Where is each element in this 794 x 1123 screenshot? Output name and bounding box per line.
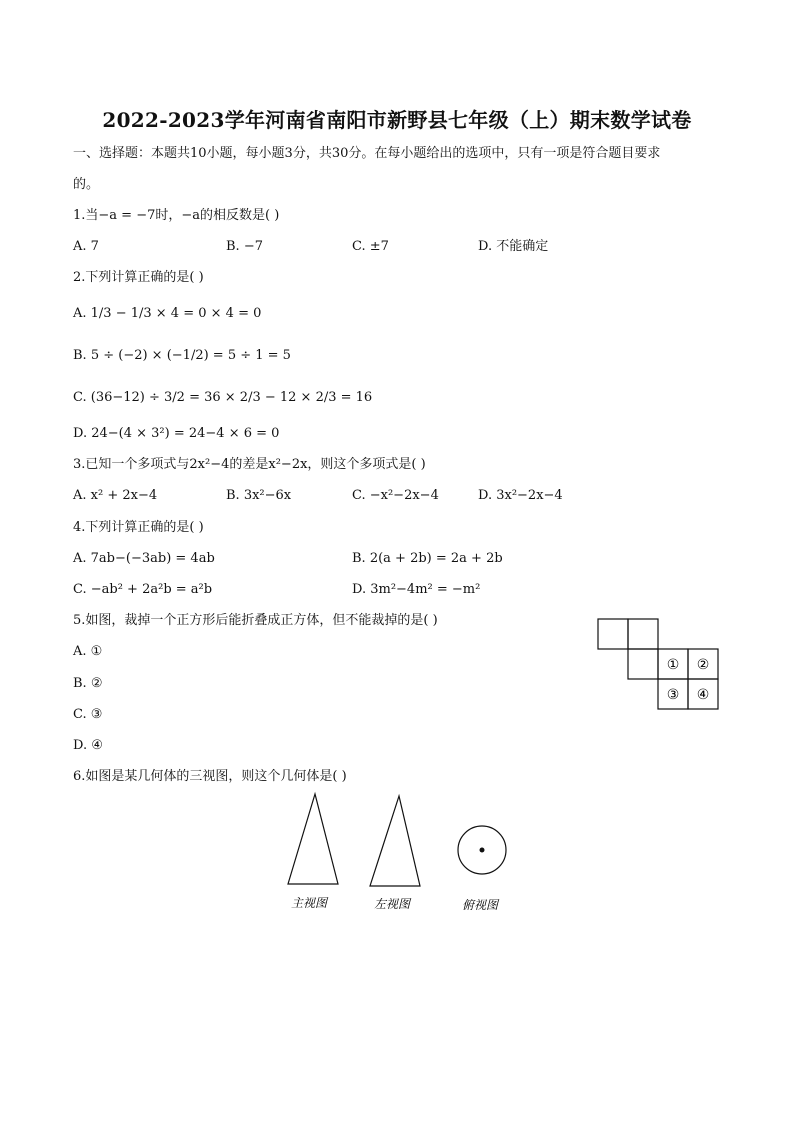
question-5-option-a: A. ① — [73, 644, 103, 659]
top-view-label: 俯视图 — [461, 898, 499, 912]
three-views-figure — [280, 790, 520, 920]
question-4-option-b: B. 2(a + 2b) = 2a + 2b — [352, 551, 503, 566]
front-view-triangle — [288, 794, 338, 884]
question-4-option-c: C. −ab² + 2a²b = a²b — [73, 582, 213, 597]
page-title: 2022-2023学年河南省南阳市新野县七年级（上）期末数学试卷 — [102, 108, 692, 132]
question-3-option-c: C. −x²−2x−4 — [352, 488, 439, 503]
question-3-option-b: B. 3x²−6x — [226, 488, 292, 503]
question-1-option-c: C. ±7 — [352, 239, 389, 254]
question-5-stem: 5.如图，裁掉一个正方形后能折叠成正方体，但不能裁掉的是( ) — [73, 613, 438, 628]
question-3-option-a: A. x² + 2x−4 — [73, 488, 158, 503]
net-square-top-left — [598, 619, 628, 649]
net-square-middle-left — [628, 649, 658, 679]
net-label-4: ④ — [696, 687, 710, 703]
top-view-apex-dot — [480, 848, 485, 853]
net-label-1: ① — [666, 657, 680, 673]
net-label-3: ③ — [666, 687, 680, 703]
question-1-option-d: D. 不能确定 — [478, 239, 549, 254]
net-square-top-right — [628, 619, 658, 649]
question-2-option-d: D. 24−(4 × 3²) = 24−4 × 6 = 0 — [73, 426, 280, 441]
question-5-option-c: C. ③ — [73, 707, 103, 722]
question-4-option-a: A. 7ab−(−3ab) = 4ab — [73, 551, 215, 566]
question-3-stem: 3.已知一个多项式与2x²−4的差是x²−2x，则这个多项式是( ) — [73, 457, 426, 472]
question-4-option-d: D. 3m²−4m² = −m² — [352, 582, 481, 597]
question-2-stem: 2.下列计算正确的是( ) — [73, 270, 204, 285]
cube-net-figure — [597, 618, 721, 712]
side-view-triangle — [370, 796, 420, 886]
question-1-option-a: A. 7 — [73, 239, 99, 254]
side-view-label: 左视图 — [373, 897, 411, 911]
question-2-option-a: A. 1/3 − 1/3 × 4 = 0 × 4 = 0 — [73, 306, 262, 321]
question-5-option-b: B. ② — [73, 676, 103, 691]
question-4-stem: 4.下列计算正确的是( ) — [73, 520, 204, 535]
net-label-2: ② — [696, 657, 710, 673]
section-heading-line2: 的。 — [73, 177, 100, 192]
question-3-option-d: D. 3x²−2x−4 — [478, 488, 563, 503]
question-2-option-b: B. 5 ÷ (−2) × (−1/2) = 5 ÷ 1 = 5 — [73, 348, 291, 363]
question-1-stem: 1.当−a = −7时，−a的相反数是( ) — [73, 208, 280, 223]
question-1-option-b: B. −7 — [226, 239, 263, 254]
question-6-stem: 6.如图是某几何体的三视图，则这个几何体是( ) — [73, 769, 347, 784]
front-view-label: 主视图 — [290, 896, 328, 910]
question-5-option-d: D. ④ — [73, 738, 103, 753]
section-heading-line1: 一、选择题：本题共10小题，每小题3分，共30分。在每小题给出的选项中，只有一项是符合题目要求 — [73, 146, 661, 161]
question-2-option-c: C. (36−12) ÷ 3/2 = 36 × 2/3 − 12 × 2/3 = 16 — [73, 390, 373, 405]
